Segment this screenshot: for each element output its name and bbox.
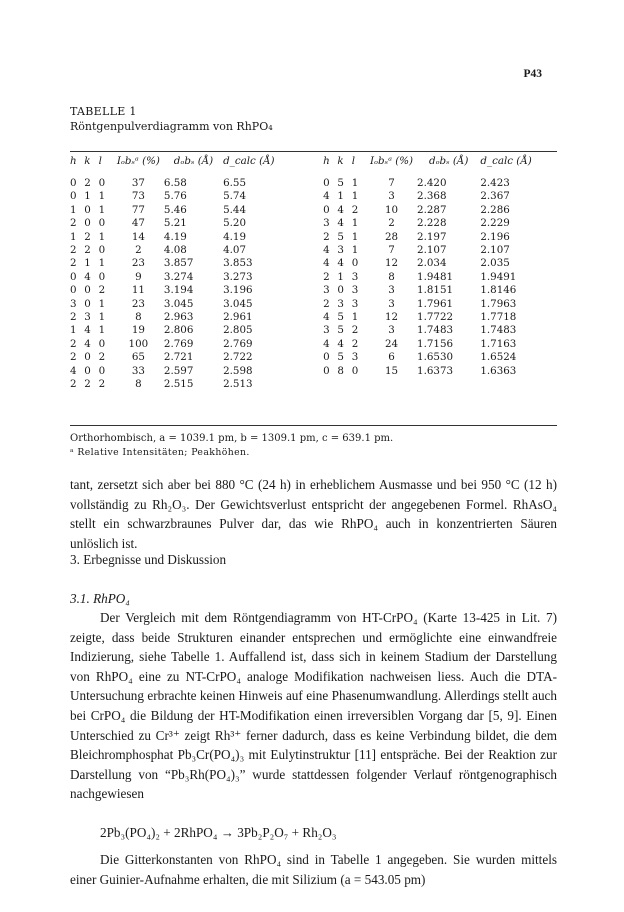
table-cell: 2 — [388, 217, 395, 230]
table-cell: 1.7718 — [480, 311, 517, 324]
table-cell: 2 — [70, 378, 77, 391]
table-cell: 0 — [323, 351, 330, 364]
table-cell: 2.806 — [163, 324, 194, 337]
table-cell: 4 — [323, 190, 330, 203]
table-cell: 1 — [98, 257, 106, 270]
table-cell: 0 — [337, 284, 344, 297]
table-cell: 33 — [131, 364, 145, 377]
table-row — [70, 365, 557, 378]
table-cell: 2 — [84, 177, 91, 189]
table-cell: 1.6524 — [480, 351, 517, 364]
table-cell: 3 — [84, 311, 91, 324]
table-cell — [323, 378, 337, 391]
table-header-cell: dₒbₛ (Å) — [428, 155, 469, 167]
table-cell: 5.74 — [223, 190, 247, 203]
table-cell: 2.597 — [163, 364, 194, 377]
table-cell: 2 — [98, 378, 106, 391]
table-header-cell: k — [84, 155, 91, 167]
table-cell: 2.229 — [480, 217, 510, 230]
table-cell: 1.7963 — [480, 297, 517, 310]
table-cell: 1 — [351, 177, 359, 189]
table-cell: 3 — [351, 351, 359, 364]
table-cell: 3.045 — [163, 297, 194, 310]
table-header-cell: Iₒbₛᵃ (%) — [116, 155, 160, 167]
table-footnotes — [70, 432, 393, 460]
table-cell: 1 — [98, 230, 106, 243]
table-cell: 2.286 — [480, 203, 510, 216]
table-cell: 1 — [351, 217, 359, 230]
table-row — [70, 298, 557, 311]
reaction-equation: 2Pb₃(PO₄)₂ + 2RhPO₄ → 3Pb₂P₂O₇ + Rh₂O₃ — [100, 825, 337, 840]
table-cell: 1 — [84, 257, 91, 270]
table-cell: 2.035 — [480, 257, 510, 270]
table-cell: 1 — [70, 203, 77, 216]
table-caption — [70, 104, 273, 134]
table-cell: 0 — [98, 270, 106, 283]
paragraph-3: Die Gitterkonstanten von RhPO₄ sind in Tabelle 1 angegeben. Sie wurden mittels einer Guinier-Aufnahme erhalten, die mit Silizium (a = 543.05 pm) — [70, 852, 557, 887]
table-cell: 2.515 — [163, 378, 194, 391]
table-cell: 3 — [388, 297, 395, 310]
table-cell: 3.853 — [223, 257, 253, 270]
table-cell: 5 — [337, 230, 344, 243]
table-cell: 0 — [84, 203, 91, 216]
table-cell: 5 — [337, 351, 344, 364]
table-cell: 23 — [131, 257, 145, 270]
table-cell: 2 — [98, 284, 106, 297]
table-cell: 6 — [388, 351, 395, 364]
table-cell: 0 — [84, 364, 91, 377]
table-cell: 47 — [131, 217, 145, 230]
table-cell: 24 — [384, 337, 399, 350]
table-cell: 2.107 — [480, 244, 510, 257]
table-cell — [352, 378, 366, 391]
table-cell: 1.7163 — [480, 337, 517, 350]
table-cell: 4 — [84, 337, 91, 350]
table-cell: 0 — [70, 270, 77, 283]
table-cell: 3 — [388, 324, 395, 337]
table-cell: 1.8146 — [480, 284, 517, 297]
table-cell: 4.08 — [163, 244, 187, 257]
table-cell: 3.045 — [223, 297, 253, 310]
table-row — [70, 244, 557, 257]
table-cell: 5.46 — [163, 203, 187, 216]
table-cell: 0 — [98, 177, 106, 189]
table-cell: 0 — [98, 337, 106, 350]
table-cell: 77 — [131, 203, 145, 216]
table-row — [70, 311, 557, 324]
table-cell: 1 — [351, 230, 359, 243]
table-cell: 0 — [323, 364, 330, 377]
table-cell: 2 — [135, 244, 142, 257]
table-cell: 7 — [388, 177, 395, 189]
table-cell: 3 — [323, 217, 330, 230]
table-cell — [480, 378, 557, 391]
table-cell: 1 — [98, 324, 106, 337]
table-header-row — [70, 151, 557, 171]
table-cell: 2.197 — [417, 230, 447, 243]
table-cell: 12 — [384, 311, 399, 324]
table-cell: 1.7961 — [417, 297, 454, 310]
table-row — [70, 338, 557, 351]
table-row — [70, 217, 557, 230]
table-cell: 6.58 — [163, 177, 187, 189]
table-cell: 2.107 — [417, 244, 447, 257]
table-cell: 2 — [84, 230, 91, 243]
table-cell — [366, 378, 417, 391]
table-cell: 2.769 — [163, 337, 194, 350]
table-cell: 1 — [98, 297, 106, 310]
table-cell: 4.07 — [223, 244, 247, 257]
table-cell: 1.6373 — [417, 364, 454, 377]
table-cell: 2.721 — [163, 351, 194, 364]
table-cell: 1 — [351, 244, 359, 257]
table-cell: 100 — [128, 337, 149, 350]
table-cell: 1.9491 — [480, 270, 517, 283]
table-cell: 2 — [84, 378, 91, 391]
table-cell: 3.196 — [223, 284, 253, 297]
table-cell: 1 — [98, 190, 106, 203]
table-cell: 4 — [70, 364, 77, 377]
table-cell: 4 — [84, 270, 91, 283]
table-cell — [337, 378, 351, 391]
table-cell: 1 — [84, 190, 91, 203]
table-cell: 1 — [351, 190, 359, 203]
table-cell: 2.513 — [223, 378, 253, 391]
subsection-heading: 3.1. RhPO₄ — [70, 591, 130, 606]
footnote-cell-params: Orthorhombisch, a = 1039.1 pm, b = 1309.1 pm, c = 639.1 pm. — [70, 433, 394, 444]
table-cell: 0 — [84, 297, 91, 310]
table-header-cell: l — [98, 155, 102, 167]
table-header-cell: h — [323, 155, 330, 167]
table-cell: 4.19 — [163, 230, 187, 243]
table-cell: 5.76 — [163, 190, 187, 203]
table-cell: 6.55 — [223, 177, 247, 189]
table-cell: 2 — [351, 324, 359, 337]
table-cell: 1 — [337, 270, 344, 283]
table-cell: 2 — [323, 297, 330, 310]
table-cell: 73 — [131, 190, 145, 203]
table-cell: 2.228 — [417, 217, 447, 230]
table-cell: 2 — [70, 257, 77, 270]
table-row — [70, 324, 557, 337]
table-cell: 4 — [323, 311, 330, 324]
table-header-cell: l — [351, 155, 355, 167]
table-row — [70, 190, 557, 203]
table-cell: 5.20 — [223, 217, 247, 230]
table-cell: 0 — [84, 351, 91, 364]
table-cell: 1.7156 — [417, 337, 454, 350]
table-row — [70, 257, 557, 270]
table-subtitle: Röntgenpulverdiagramm von RhPO₄ — [70, 120, 273, 133]
table-cell: 2 — [70, 217, 77, 230]
table-cell: 2.598 — [223, 364, 253, 377]
table-cell: 7 — [388, 244, 395, 257]
table-cell: 0 — [70, 284, 77, 297]
table-cell: 2 — [84, 244, 91, 257]
table-cell: 3.194 — [163, 284, 194, 297]
table-cell: 2.961 — [223, 311, 253, 324]
paragraph-1: tant, zersetzt sich aber bei 880 °C (24 h) in erheblichem Ausmasse und bei 950 °C (12 h) vollständig zu Rh₂O₃. Der Gewichtsverlust entspricht der angegebenen Formel. RhAsO₄ stellt ein schwarzbraunes Pulver dar, das wie RhPO₄ auch in konzentrierten Säuren unlöslich ist. — [70, 477, 557, 551]
table-header-cell: dₒbₛ (Å) — [173, 155, 214, 167]
table-row — [70, 378, 557, 391]
footnote-intensities: ᵃ Relative Intensitäten; Peakhöhen. — [70, 447, 250, 458]
section-heading: 3. Erbegnisse und Diskussion — [70, 552, 227, 567]
table-cell: 3.274 — [163, 270, 194, 283]
table-cell: 2 — [351, 337, 359, 350]
table-cell: 3 — [351, 284, 359, 297]
table-cell: 3 — [351, 297, 359, 310]
table-cell: 2.769 — [223, 337, 253, 350]
table-cell: 4 — [337, 257, 344, 270]
table-cell: 3.857 — [163, 257, 194, 270]
table-cell: 5.44 — [223, 203, 247, 216]
table-cell: 4 — [337, 217, 344, 230]
table-cell: 3 — [337, 244, 344, 257]
table-cell — [417, 378, 480, 391]
table-cell: 19 — [131, 324, 145, 337]
table-cell: 2.805 — [223, 324, 253, 337]
table-cell: 3 — [70, 297, 77, 310]
table-cell: 4 — [337, 203, 344, 216]
table-cell: 8 — [135, 311, 142, 324]
xray-powder-table — [70, 151, 557, 392]
table-cell: 4.19 — [223, 230, 247, 243]
table-cell: 2.367 — [480, 190, 510, 203]
table-cell: 3 — [388, 190, 395, 203]
table-cell: 1.9481 — [417, 270, 454, 283]
table-cell: 0 — [98, 244, 106, 257]
table-cell: 3.273 — [223, 270, 253, 283]
table-cell: 2 — [70, 337, 77, 350]
table-cell: 4 — [323, 257, 330, 270]
page-number: P43 — [523, 68, 542, 80]
table-cell: 12 — [384, 257, 399, 270]
table-cell: 2.963 — [163, 311, 194, 324]
table-cell: 1 — [98, 311, 106, 324]
table-cell: 2.196 — [480, 230, 510, 243]
table-cell: 0 — [323, 177, 330, 189]
table-cell: 3 — [351, 270, 359, 283]
table-cell: 1 — [351, 311, 359, 324]
table-cell: 2 — [98, 351, 106, 364]
table-cell: 9 — [135, 270, 142, 283]
table-cell: 2 — [323, 270, 330, 283]
table-cell: 1.7722 — [417, 311, 454, 324]
table-cell: 2.420 — [417, 177, 447, 189]
table-title: TABELLE 1 — [70, 105, 137, 118]
table-header-cell: d_calc (Å) — [223, 155, 275, 167]
table-cell: 2.368 — [417, 190, 447, 203]
table-cell: 5 — [337, 324, 344, 337]
table-header-cell: k — [337, 155, 344, 167]
table-cell: 1.6530 — [417, 351, 454, 364]
table-row — [70, 204, 557, 217]
table-cell: 0 — [70, 190, 77, 203]
table-cell: 15 — [384, 364, 399, 377]
table-cell: 1 — [70, 230, 77, 243]
table-cell: 1.8151 — [417, 284, 454, 297]
table-cell: 2 — [351, 203, 359, 216]
table-row — [70, 231, 557, 244]
table-cell: 4 — [337, 337, 344, 350]
table-cell: 10 — [384, 203, 399, 216]
table-cell: 3 — [323, 324, 330, 337]
table-row — [70, 351, 557, 364]
table-cell: 3 — [337, 297, 344, 310]
table-cell: 1.6363 — [480, 364, 517, 377]
table-cell: 14 — [131, 230, 145, 243]
table-cell: 23 — [131, 297, 145, 310]
table-cell: 0 — [84, 217, 91, 230]
table-cell: 8 — [388, 270, 395, 283]
table-cell: 2 — [70, 244, 77, 257]
table-cell: 0 — [351, 364, 359, 377]
table-cell: 28 — [384, 230, 399, 243]
table-cell: 37 — [131, 177, 145, 189]
table-cell: 1 — [70, 324, 77, 337]
table-row — [70, 271, 557, 284]
table-cell: 2 — [70, 351, 77, 364]
table-cell: 0 — [98, 217, 106, 230]
table-cell: 0 — [70, 177, 77, 189]
table-header-cell: d_calc (Å) — [480, 155, 532, 167]
table-cell: 0 — [351, 257, 359, 270]
table-cell: 4 — [323, 337, 330, 350]
table-cell: 8 — [337, 364, 344, 377]
table-cell: 2 — [323, 230, 330, 243]
table-cell: 0 — [323, 203, 330, 216]
table-cell: 4 — [323, 244, 330, 257]
table-header-cell: h — [70, 155, 77, 167]
table-cell: 1 — [337, 190, 344, 203]
table-bottom-rule — [70, 425, 557, 426]
table-body — [70, 171, 557, 392]
table-header-cell: Iₒbₛᵃ (%) — [369, 155, 414, 167]
table-cell: 2.034 — [417, 257, 447, 270]
table-cell: 1 — [98, 203, 106, 216]
table-cell: 11 — [131, 284, 145, 297]
table-cell: 5 — [337, 311, 344, 324]
table-cell: 5 — [337, 177, 344, 189]
table-row — [70, 171, 557, 190]
table-cell: 8 — [135, 378, 142, 391]
table-cell: 65 — [131, 351, 145, 364]
table-cell: 2.423 — [480, 177, 510, 189]
table-cell: 2 — [70, 311, 77, 324]
table-cell: 1.7483 — [417, 324, 454, 337]
table-cell: 2.722 — [223, 351, 253, 364]
table-cell: 4 — [84, 324, 91, 337]
table-cell: 3 — [323, 284, 330, 297]
table-cell: 0 — [84, 284, 91, 297]
table-row — [70, 284, 557, 297]
table-cell: 1.7483 — [480, 324, 517, 337]
table-cell: 3 — [388, 284, 395, 297]
table-cell: 2.287 — [417, 203, 447, 216]
paragraph-2: Der Vergleich mit dem Röntgendiagramm von HT-CrPO₄ (Karte 13-425 in Lit. 7) zeigte, dass beide Strukturen einander entsprechen und ermöglichte eine einwandfreie Indizierung, siehe Tabelle 1. Auffallend ist, dass sich in keinem Stadium der Darstellung von RhPO₄ eine zu NT-CrPO₄ analoge Modifikation nachweisen liess. Auch die DTA-Untersuchung erbrachte keinen Hinweis auf eine Phasenumwandlung. Allerdings stellt auch bei CrPO₄ die Bildung der HT-Modifikation einen irreversiblen Vorgang dar [5, 9]. Einen Unterschied zu Cr³⁺ zeigt Rh³⁺ ferner dadurch, dass es keine Verbindung bildet, die dem Bleichromphosphat Pb₃Cr(PO₄)₃ mit Eulytinstruktur [11] entspräche. Bei der Reaktion zur Darstellung von “Pb₃Rh(PO₄)₃” wurde stattdessen folgender Verlauf röntgenographisch nachgewiesen — [70, 610, 557, 802]
table-cell: 0 — [98, 364, 106, 377]
table-cell: 5.21 — [163, 217, 187, 230]
